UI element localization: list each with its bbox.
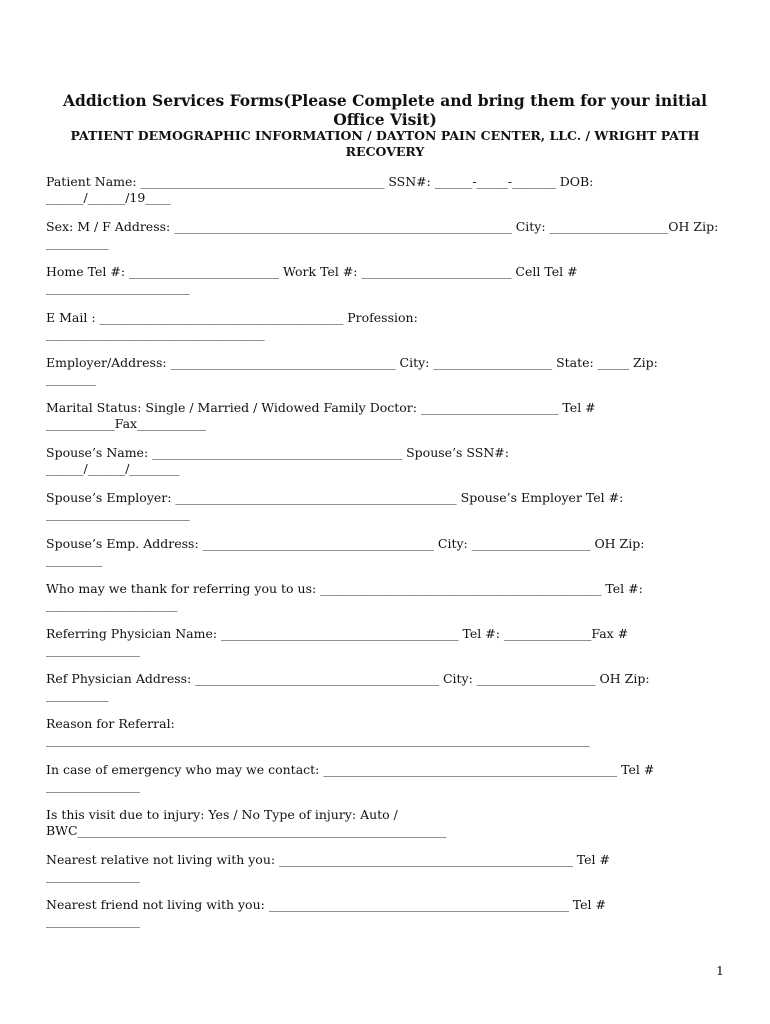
marital-line-2: ___________Fax___________ [46,416,206,431]
spouse-address-line-2: _________ [46,552,103,567]
sex-address-field[interactable] [46,219,736,251]
spouse-employer-line-1: Spouse’s Employer: _____________________________________________ Spouse’s Employer Tel #: [46,490,624,505]
spouse-name-line-2: ______/______/________ [46,461,180,476]
injury-line-2: BWC___________________________________________________________ [46,823,447,838]
spouse-employer-field[interactable] [46,490,736,522]
patient-name-line-2: ______/______/19____ [46,190,171,205]
injury-field[interactable] [46,807,736,839]
nearest-friend-field[interactable] [46,897,736,929]
referring-physician-line-2: _______________ [46,642,140,657]
referral-thanks-field[interactable] [46,581,736,613]
patient-name-field[interactable] [46,174,736,206]
referral-thanks-line-1: Who may we thank for referring you to us: _____________________________________________ Tel #: [46,581,643,596]
spouse-address-line-1: Spouse’s Emp. Address: _____________________________________ City: ___________________ OH Zip: [46,536,645,551]
emergency-line-1: In case of emergency who may we contact: _______________________________________________ Tel # [46,762,655,777]
nearest-relative-field[interactable] [46,852,736,884]
spouse-name-field[interactable] [46,445,736,477]
employer-address-field[interactable] [46,355,736,387]
form-title: Addiction Services Forms(Please Complete and bring them for your initial Office Visit) [62,91,708,129]
referral-reason-line-2: _______________________________________________________________________________________ [46,732,590,747]
marital-status-field[interactable] [46,400,736,432]
spouse-name-line-1: Spouse’s Name: ________________________________________ Spouse’s SSN#: [46,445,509,460]
referral-thanks-line-2: _____________________ [46,597,178,612]
nearest-friend-line-1: Nearest friend not living with you: ________________________________________________ Tel # [46,897,606,912]
ref-physician-address-line-1: Ref Physician Address: _______________________________________ City: ___________________ OH Zip: [46,671,650,686]
employer-line-1: Employer/Address: ____________________________________ City: ___________________ State: _____ Zip: [46,355,658,370]
page-number: 1 [716,963,724,978]
referral-reason-field[interactable] [46,716,736,748]
email-profession-field[interactable] [46,310,736,342]
email-line-2: ___________________________________ [46,326,265,341]
patient-name-line-1: Patient Name: _______________________________________ SSN#: ______-_____-_______ DOB: [46,174,594,189]
phone-numbers-field[interactable] [46,264,736,296]
nearest-relative-line-2: _______________ [46,868,140,883]
ref-physician-address-field[interactable] [46,671,736,703]
referring-physician-line-1: Referring Physician Name: ______________________________________ Tel #: ______________Fax # [46,626,629,641]
ref-physician-address-line-2: __________ [46,687,109,702]
emergency-line-2: _______________ [46,778,140,793]
referral-reason-line-1: Reason for Referral: [46,716,175,731]
sex-address-line-2: __________ [46,235,109,250]
nearest-relative-line-1: Nearest relative not living with you: _______________________________________________ Tel # [46,852,611,867]
phone-numbers-line-2: _______________________ [46,280,190,295]
phone-numbers-line-1: Home Tel #: ________________________ Work Tel #: ________________________ Cell Tel # [46,264,578,279]
referring-physician-field[interactable] [46,626,736,658]
sex-address-line-1: Sex: M / F Address: ______________________________________________________ City: ___________________OH Zip: [46,219,719,234]
emergency-contact-field[interactable] [46,762,736,794]
spouse-employer-line-2: _______________________ [46,506,190,521]
nearest-friend-line-2: _______________ [46,913,140,928]
employer-line-2: ________ [46,371,96,386]
form-subtitle: PATIENT DEMOGRAPHIC INFORMATION / DAYTON PAIN CENTER, LLC. / WRIGHT PATH RECOVERY [70,128,700,159]
email-line-1: E Mail : _______________________________________ Profession: [46,310,418,325]
marital-line-1: Marital Status: Single / Married / Widowed Family Doctor: ______________________ Tel # [46,400,596,415]
spouse-address-field[interactable] [46,536,736,568]
injury-line-1: Is this visit due to injury: Yes / No Type of injury: Auto / [46,807,398,822]
